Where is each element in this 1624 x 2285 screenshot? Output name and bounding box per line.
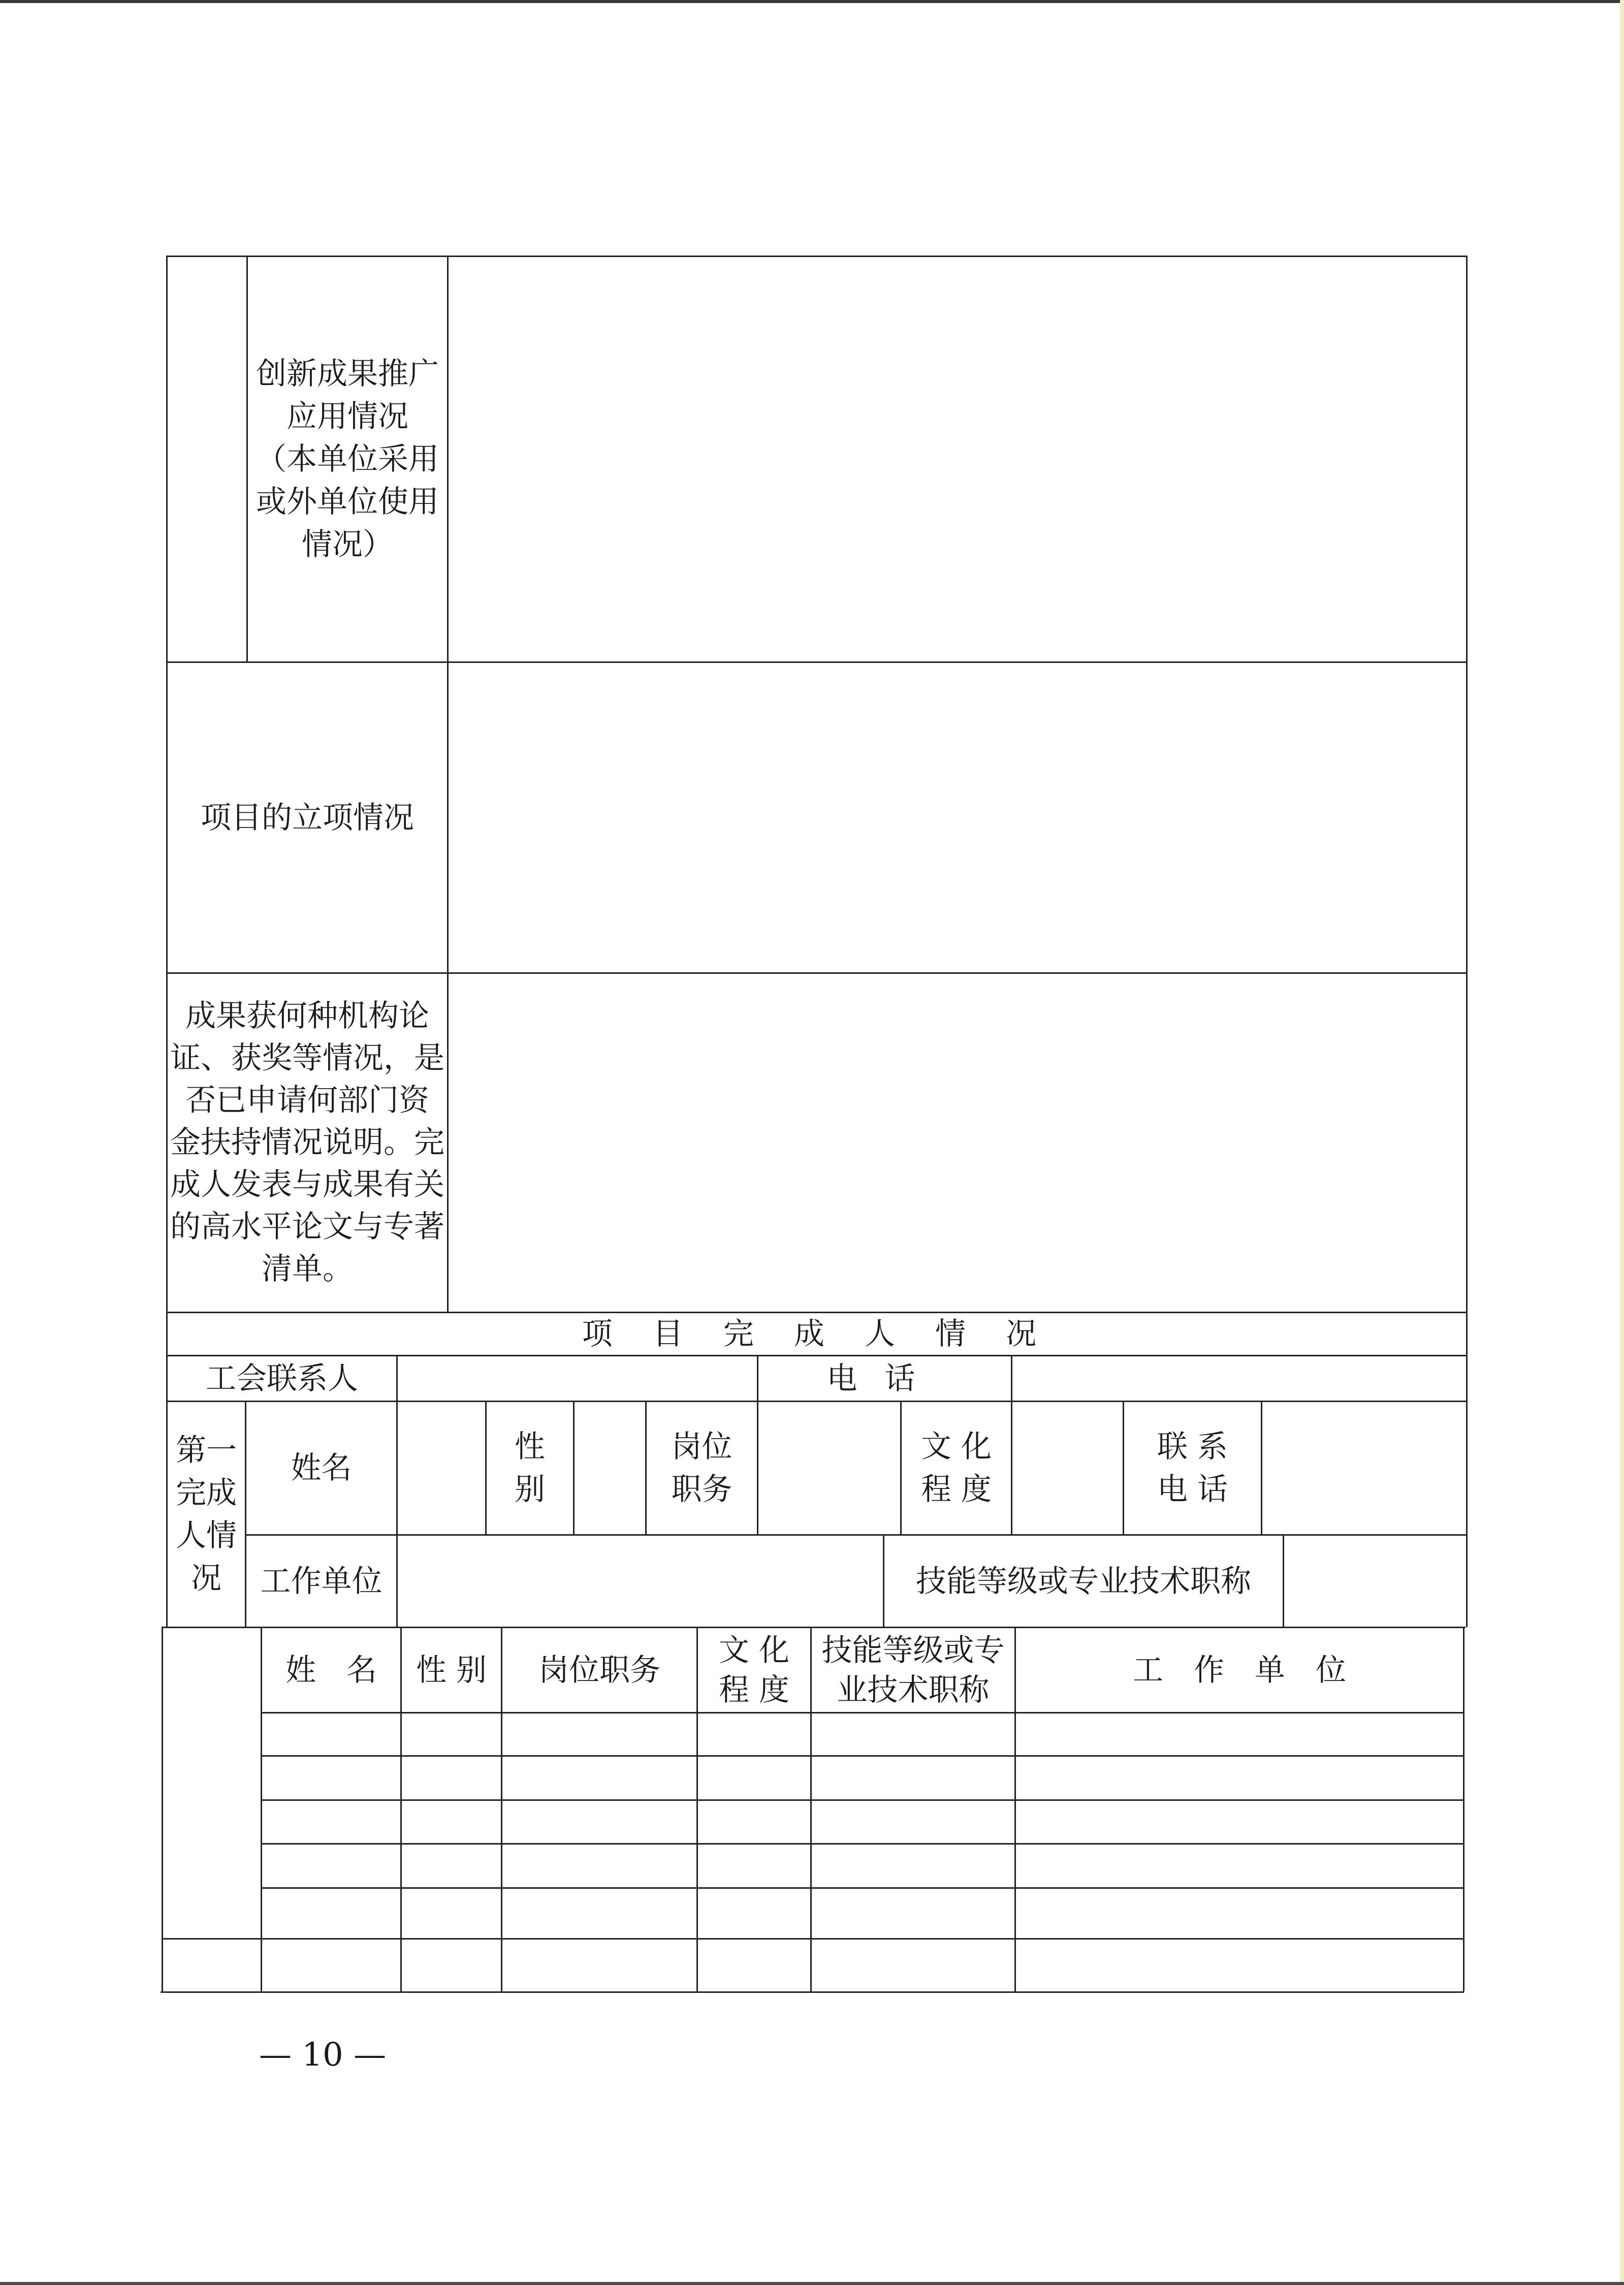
column-header-education: 文 化 程 度 <box>718 1632 790 1708</box>
evaluation-label: 成果获何种机构论 证、获奖等情况，是 否已申请何部门资 金扶持情况说明。完 成人发表与成果有关 的高水平论文与专著 清单。 <box>170 998 444 1287</box>
table-row[interactable] <box>262 1801 1463 1843</box>
rule-left-lower <box>162 1627 163 1991</box>
education-field[interactable] <box>1012 1402 1123 1534</box>
evaluation-field[interactable] <box>449 974 1466 1312</box>
innovation-application-field[interactable] <box>449 257 1466 661</box>
skill-title-field[interactable] <box>1284 1536 1466 1627</box>
innovation-application-label: 创新成果推广 应用情况 （本单位采用 或外单位使用 情况） <box>256 356 439 562</box>
column-header-gender: 性 别 <box>416 1652 487 1688</box>
phone-field[interactable] <box>1012 1356 1466 1401</box>
column-header-name: 姓 名 <box>285 1652 377 1688</box>
phone-label: 电话 <box>826 1360 943 1397</box>
project-approval-field[interactable] <box>449 663 1466 972</box>
name-field[interactable] <box>398 1402 485 1534</box>
table-row[interactable] <box>262 1757 1463 1799</box>
work-unit-label: 工作单位 <box>260 1563 383 1599</box>
gender-field[interactable] <box>575 1402 645 1534</box>
column-header-skill-title: 技能等级或专 业技术职称 <box>821 1632 1005 1708</box>
post-label: 岗位 职务 <box>671 1429 733 1507</box>
education-label: 文 化 程 度 <box>920 1429 992 1507</box>
skill-title-label: 技能等级或专业技术职称 <box>916 1563 1251 1599</box>
contact-phone-field[interactable] <box>1262 1402 1466 1534</box>
column-header-work-unit: 工 作 单 位 <box>1133 1652 1346 1688</box>
table-row[interactable] <box>262 1889 1463 1938</box>
union-contact-label: 工会联系人 <box>206 1360 358 1397</box>
first-completer-label: 第一 完成 人情 况 <box>176 1433 237 1596</box>
work-unit-field[interactable] <box>398 1536 883 1627</box>
rule-right-lower <box>1463 1627 1464 1991</box>
rule-right <box>1466 256 1468 1627</box>
page-number: — 10 — <box>259 2036 387 2074</box>
project-approval-label: 项目的立项情况 <box>201 800 414 836</box>
contact-phone-label: 联 系 电 话 <box>1157 1429 1228 1507</box>
rule-bottom <box>161 1991 1464 1993</box>
table-row[interactable] <box>163 1940 1463 1991</box>
name-label: 姓名 <box>291 1450 352 1486</box>
table-row[interactable] <box>262 1845 1463 1887</box>
table-row[interactable] <box>262 1713 1463 1755</box>
column-header-post: 岗位职务 <box>538 1652 660 1688</box>
completers-section-title: 项 目 完 成 人 情 况 <box>582 1316 1052 1352</box>
gender-label: 性 别 <box>515 1429 545 1507</box>
union-contact-field[interactable] <box>398 1356 757 1401</box>
post-field[interactable] <box>758 1402 900 1534</box>
